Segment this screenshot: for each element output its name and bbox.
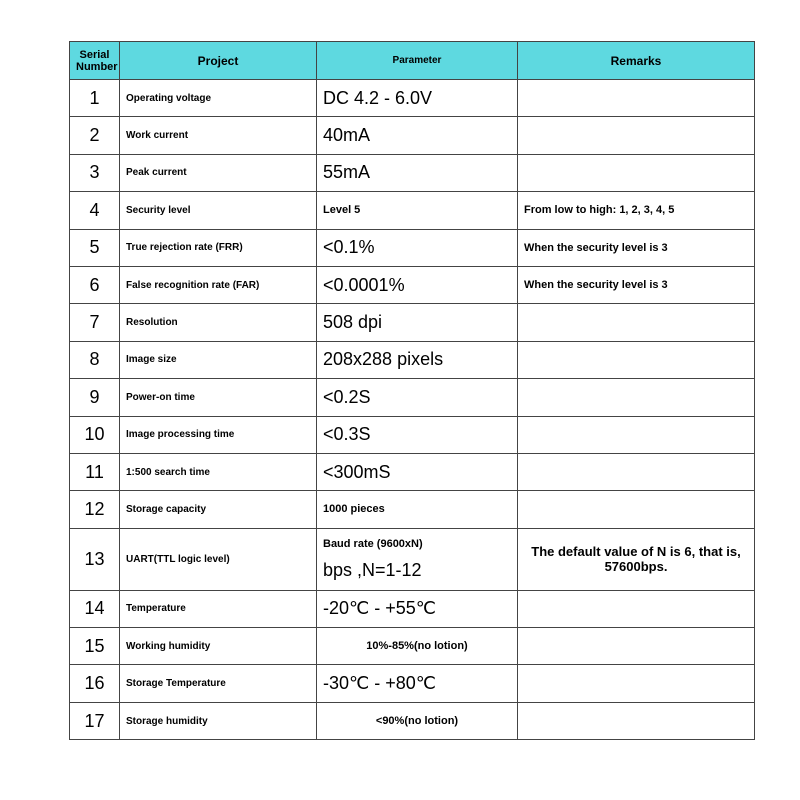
serial-number: 5	[70, 229, 120, 266]
serial-number: 2	[70, 117, 120, 154]
table-row	[70, 266, 755, 303]
serial-number: 16	[70, 665, 120, 702]
serial-number: 13	[70, 528, 120, 590]
parameter-value: <300mS	[317, 453, 518, 490]
table-row	[70, 304, 755, 341]
remarks-cell	[518, 154, 755, 191]
remarks-cell: When the security level is 3	[518, 266, 755, 303]
serial-number: 4	[70, 192, 120, 229]
project-name: True rejection rate (FRR)	[120, 229, 317, 266]
project-name: Image size	[120, 341, 317, 378]
serial-number: 15	[70, 628, 120, 665]
remarks-cell	[518, 665, 755, 702]
serial-number: 9	[70, 379, 120, 416]
project-name: Working humidity	[120, 628, 317, 665]
serial-number: 11	[70, 453, 120, 490]
serial-number: 8	[70, 341, 120, 378]
header-remarks: Remarks	[518, 42, 755, 80]
header-parameter: Parameter	[317, 42, 518, 80]
remarks-cell: From low to high: 1, 2, 3, 4, 5	[518, 192, 755, 229]
serial-number: 14	[70, 590, 120, 627]
project-name: Storage humidity	[120, 702, 317, 739]
remarks-cell	[518, 80, 755, 117]
bps-range-text: bps ,N=1-12	[323, 559, 422, 580]
table-row	[70, 628, 755, 665]
table-row	[70, 192, 755, 229]
parameter-value: 55mA	[317, 154, 518, 191]
table-row	[70, 341, 755, 378]
parameter-value: <0.2S	[317, 379, 518, 416]
table-row	[70, 590, 755, 627]
remarks-cell	[518, 379, 755, 416]
remarks-cell	[518, 628, 755, 665]
header-row	[70, 42, 755, 80]
parameter-value: <90%(no lotion)	[317, 702, 518, 739]
remarks-cell	[518, 702, 755, 739]
table-row	[70, 154, 755, 191]
parameter-value	[317, 528, 518, 590]
project-name: Power-on time	[120, 379, 317, 416]
table-row	[70, 453, 755, 490]
project-name: Image processing time	[120, 416, 317, 453]
project-name: Resolution	[120, 304, 317, 341]
project-name: Operating voltage	[120, 80, 317, 117]
serial-number: 17	[70, 702, 120, 739]
table-row	[70, 379, 755, 416]
header-serial-number: Serial Number	[70, 42, 120, 80]
remarks-cell	[518, 491, 755, 528]
table-row	[70, 528, 755, 590]
serial-number: 6	[70, 266, 120, 303]
project-name: 1:500 search time	[120, 453, 317, 490]
parameter-value: 508 dpi	[317, 304, 518, 341]
project-name: UART(TTL logic level)	[120, 528, 317, 590]
spec-table	[69, 41, 755, 740]
project-name: False recognition rate (FAR)	[120, 266, 317, 303]
project-name: Peak current	[120, 154, 317, 191]
baud-rate-text: Baud rate (9600xN)	[323, 537, 423, 550]
remarks-cell	[518, 590, 755, 627]
serial-number: 12	[70, 491, 120, 528]
project-name: Storage Temperature	[120, 665, 317, 702]
remarks-cell	[518, 304, 755, 341]
parameter-value: <0.1%	[317, 229, 518, 266]
table-row	[70, 416, 755, 453]
header-project: Project	[120, 42, 317, 80]
table-row	[70, 229, 755, 266]
serial-number: 7	[70, 304, 120, 341]
remarks-cell: The default value of N is 6, that is, 57600bps.	[518, 528, 755, 590]
project-name: Storage capacity	[120, 491, 317, 528]
parameter-value: Level 5	[317, 192, 518, 229]
serial-number: 1	[70, 80, 120, 117]
project-name: Temperature	[120, 590, 317, 627]
remarks-cell	[518, 453, 755, 490]
parameter-value: <0.3S	[317, 416, 518, 453]
parameter-value: 208x288 pixels	[317, 341, 518, 378]
table-row	[70, 491, 755, 528]
serial-number: 3	[70, 154, 120, 191]
remarks-cell	[518, 416, 755, 453]
table-row	[70, 665, 755, 702]
parameter-value: 40mA	[317, 117, 518, 154]
project-name: Work current	[120, 117, 317, 154]
table-row	[70, 702, 755, 739]
remarks-cell	[518, 341, 755, 378]
table-row	[70, 117, 755, 154]
parameter-value: -20℃ - +55℃	[317, 590, 518, 627]
parameter-value: 1000 pieces	[317, 491, 518, 528]
table-header	[70, 42, 755, 80]
parameter-value: DC 4.2 - 6.0V	[317, 80, 518, 117]
table-row	[70, 80, 755, 117]
serial-number: 10	[70, 416, 120, 453]
remarks-cell	[518, 117, 755, 154]
remarks-cell: When the security level is 3	[518, 229, 755, 266]
project-name: Security level	[120, 192, 317, 229]
parameter-value: -30℃ - +80℃	[317, 665, 518, 702]
parameter-value: 10%-85%(no lotion)	[317, 628, 518, 665]
parameter-value: <0.0001%	[317, 266, 518, 303]
